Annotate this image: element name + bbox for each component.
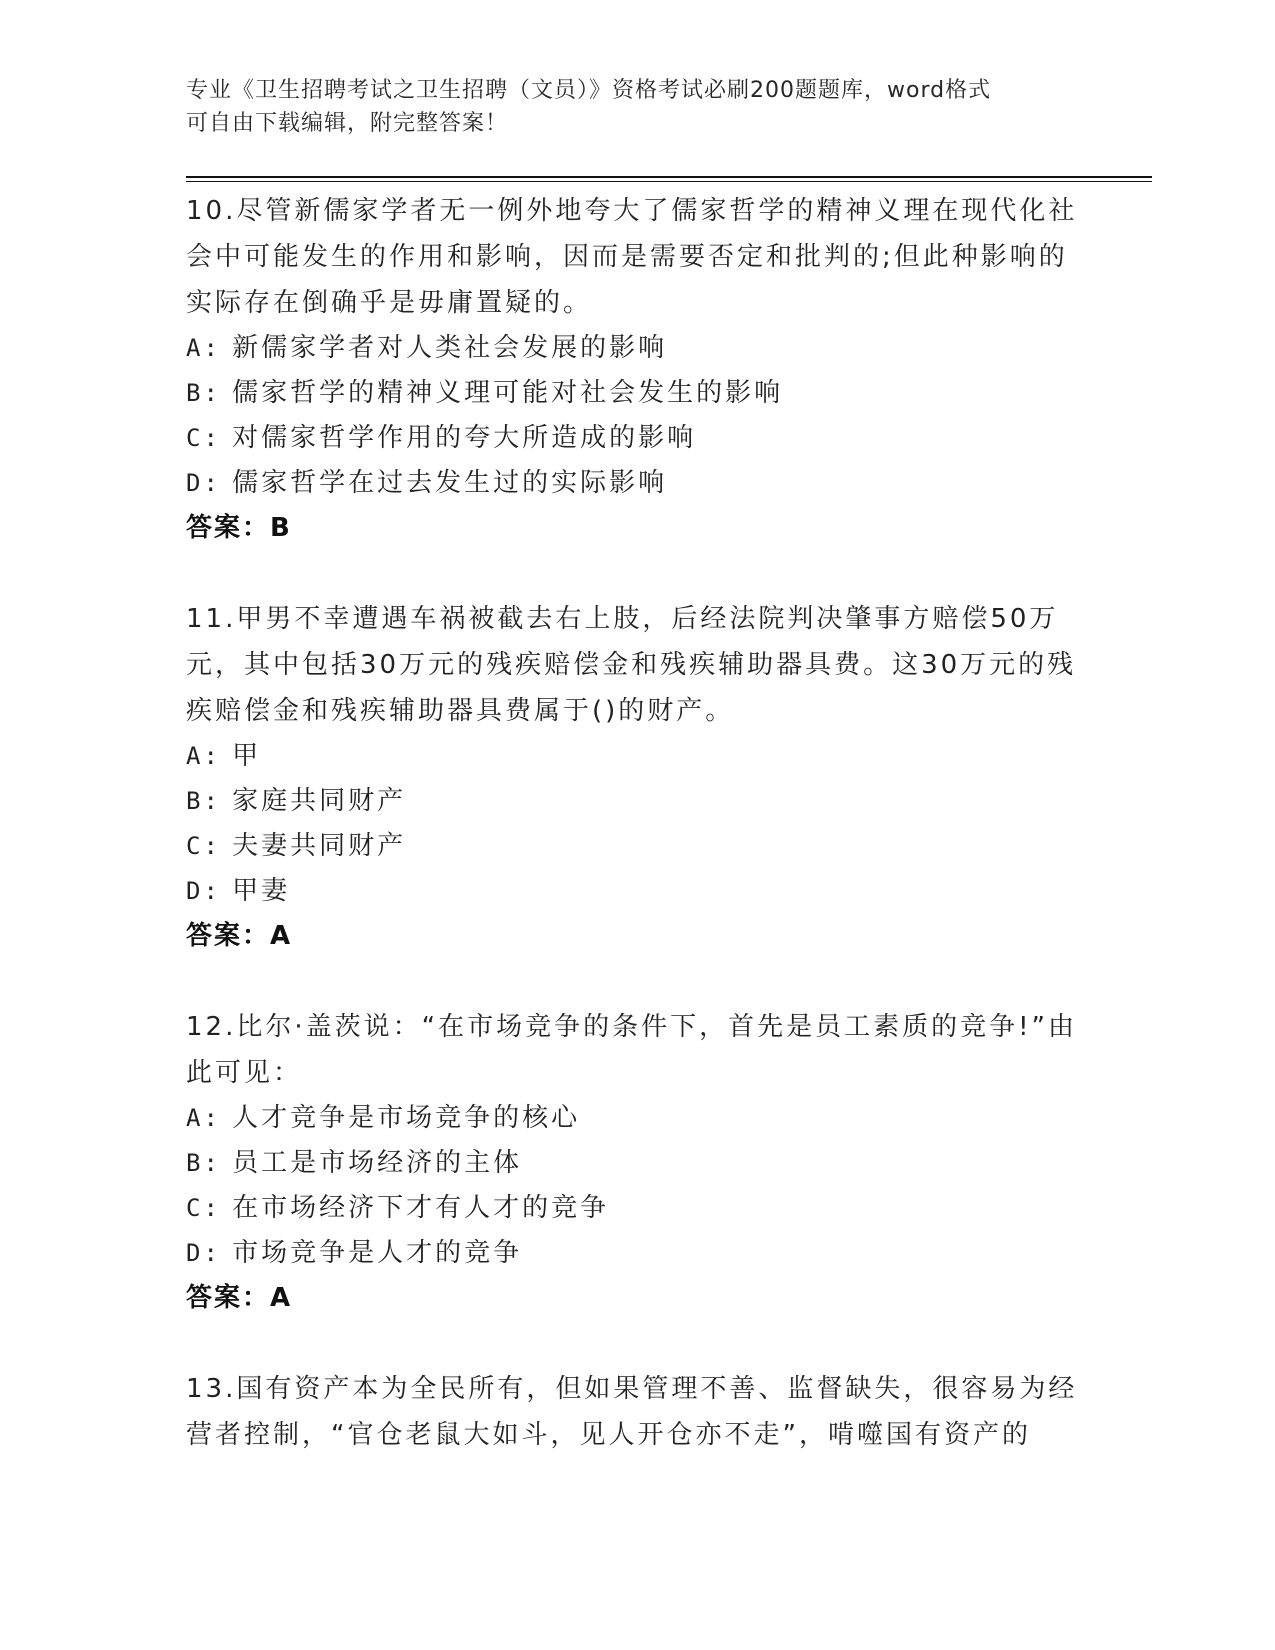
question-list xyxy=(186,188,1096,1503)
header-divider-thick xyxy=(186,176,1152,178)
option-a xyxy=(186,326,1096,371)
answer-line: 答案：A xyxy=(186,1283,293,1313)
option-c xyxy=(186,824,1096,869)
option-letter: D: xyxy=(186,1239,221,1267)
option-text: 在市场经济下才有人才的竞争 xyxy=(232,1193,610,1223)
header-line-2: 可自由下载编辑，附完整答案！ xyxy=(186,111,509,136)
option-d xyxy=(186,461,1096,506)
document-header xyxy=(186,74,1086,140)
option-text: 儒家哲学在过去发生过的实际影响 xyxy=(232,468,668,498)
option-letter: B: xyxy=(186,1149,221,1177)
option-d xyxy=(186,1231,1096,1276)
option-text: 市场竞争是人才的竞争 xyxy=(232,1238,523,1268)
option-text: 新儒家学者对人类社会发展的影响 xyxy=(232,333,668,363)
option-text: 员工是市场经济的主体 xyxy=(232,1148,523,1178)
option-text: 对儒家哲学作用的夸大所造成的影响 xyxy=(232,423,697,453)
option-text: 人才竞争是市场竞争的核心 xyxy=(232,1103,581,1133)
option-letter: D: xyxy=(186,877,221,905)
question-stem: 12.比尔·盖茨说：“在市场竞争的条件下，首先是员工素质的竞争!”由此可见： xyxy=(186,1012,1077,1088)
option-letter: B: xyxy=(186,787,221,815)
option-b xyxy=(186,371,1096,416)
question-stem: 11.甲男不幸遭遇车祸被截去右上肢，后经法院判决肇事方赔偿50万元，其中包括30万元的残疾赔偿金和残疾辅助器具费。这30万元的残疾赔偿金和残疾辅助器具费属于()的财产。 xyxy=(186,604,1077,726)
option-b xyxy=(186,779,1096,824)
option-letter: A: xyxy=(186,1104,221,1132)
answer-line: 答案：B xyxy=(186,513,292,543)
option-c xyxy=(186,1186,1096,1231)
option-letter: D: xyxy=(186,469,221,497)
question-12 xyxy=(186,1004,1096,1321)
option-a xyxy=(186,1096,1096,1141)
option-letter: C: xyxy=(186,832,221,860)
option-letter: C: xyxy=(186,424,221,452)
header-divider-thin xyxy=(186,181,1152,182)
option-a xyxy=(186,734,1096,779)
question-stem: 10.尽管新儒家学者无一例外地夸大了儒家哲学的精神义理在现代化社会中可能发生的作用和影响，因而是需要否定和批判的;但此种影响的实际存在倒确乎是毋庸置疑的。 xyxy=(186,196,1078,318)
option-letter: B: xyxy=(186,379,221,407)
option-letter: C: xyxy=(186,1194,221,1222)
option-text: 儒家哲学的精神义理可能对社会发生的影响 xyxy=(232,378,784,408)
option-c xyxy=(186,416,1096,461)
answer-line: 答案：A xyxy=(186,921,293,951)
option-letter: A: xyxy=(186,334,221,362)
question-stem: 13.国有资产本为全民所有，但如果管理不善、监督缺失，很容易为经营者控制，“官仓老鼠大如斗，见人开仓亦不走”，啃噬国有资产的 xyxy=(186,1374,1078,1450)
question-11 xyxy=(186,596,1096,959)
option-text: 家庭共同财产 xyxy=(232,786,407,816)
option-text: 甲 xyxy=(232,741,262,771)
option-text: 甲妻 xyxy=(232,876,291,906)
option-d xyxy=(186,869,1096,914)
option-b xyxy=(186,1141,1096,1186)
option-text: 夫妻共同财产 xyxy=(232,831,407,861)
question-13 xyxy=(186,1366,1096,1458)
header-line-1: 专业《卫生招聘考试之卫生招聘（文员）》资格考试必刷200题题库，word格式 xyxy=(186,78,992,103)
option-letter: A: xyxy=(186,742,221,770)
question-10 xyxy=(186,188,1096,551)
